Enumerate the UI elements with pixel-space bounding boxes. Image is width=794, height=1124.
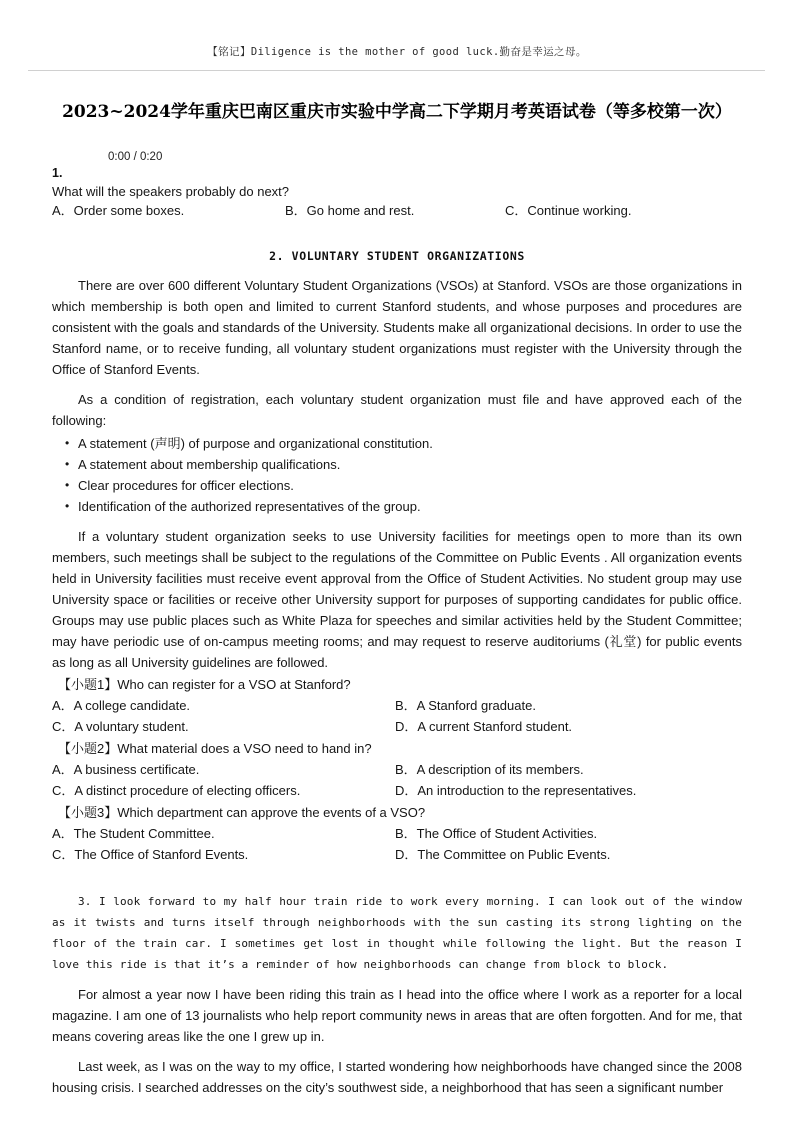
option-b[interactable]: B．Go home and rest. (285, 203, 415, 218)
subquestion-3-block (52, 802, 742, 865)
option-c[interactable]: C．A distinct procedure of electing officers. (52, 783, 301, 798)
list-item: • A statement (声明) of purpose and organizational constitution. (52, 433, 742, 454)
question-1-block (52, 150, 742, 221)
passage-paragraph-1: There are over 600 different Voluntary Student Organizations (VSOs) at Stanford. VSOs are those organizations in which membership is both open and limited to current Stanford students, and whose purposes and procedures are consistent with the goals and standards of the University. Students make all organizational decisions. In order to use the Stanford name, or to receive funding, all voluntary student organizations must register with the University through the Office of Stanford Events. (52, 278, 742, 377)
list-item: • A statement about membership qualifications. (52, 454, 742, 475)
option-a[interactable]: A．A college candidate. (52, 698, 191, 713)
page-title: 2023~2024学年重庆巴南区重庆市实验中学高二下学期月考英语试卷（等多校第一次） (62, 102, 732, 122)
subquestion-2-block (52, 738, 742, 801)
question-1-number: 1. (52, 166, 63, 180)
option-c[interactable]: C．A voluntary student. (52, 719, 189, 734)
question-3-paragraph-3: Last week, as I was on the way to my office, I started wondering how neighborhoods have changed since the 2008 housing crisis. I searched addresses on the city’s southwest side, a neighborhood that has seen a significant number (52, 1059, 742, 1095)
subquestion-2-options-row-2 (52, 780, 742, 801)
subquestion-2-options-row-1 (52, 759, 742, 780)
option-d[interactable]: D．A current Stanford student. (395, 719, 573, 734)
option-c[interactable]: C．Continue working. (505, 203, 632, 218)
header-divider (28, 70, 765, 71)
registration-requirements-list (52, 433, 742, 517)
option-c[interactable]: C．The Office of Stanford Events. (52, 847, 249, 862)
subquestion-1-block (52, 674, 742, 737)
list-item: • Clear procedures for officer elections. (52, 475, 742, 496)
running-header-motto: 【铭记】Diligence is the mother of good luck.勤奋是幸运之母。 (207, 46, 587, 58)
option-a[interactable]: A．A business certificate. (52, 762, 200, 777)
option-b[interactable]: B．A Stanford graduate. (395, 698, 536, 713)
question-1-stem: What will the speakers probably do next? (52, 184, 290, 199)
subquestion-1-options-row-1 (52, 695, 742, 716)
subquestion-2-label: 【小题2】What material does a VSO need to hand in? (58, 741, 372, 756)
audio-time-display: 0:00 / 0:20 (108, 151, 163, 163)
exam-content (52, 150, 742, 1098)
question-1-options (52, 201, 742, 221)
option-b[interactable]: B．The Office of Student Activities. (395, 826, 598, 841)
subquestion-1-options-row-2 (52, 716, 742, 737)
option-a[interactable]: A．Order some boxes. (52, 203, 185, 218)
option-d[interactable]: D．The Committee on Public Events. (395, 847, 611, 862)
list-item: • Identification of the authorized representatives of the group. (52, 496, 742, 517)
option-b[interactable]: B．A description of its members. (395, 762, 584, 777)
option-d[interactable]: D．An introduction to the representatives. (395, 783, 637, 798)
option-a[interactable]: A．The Student Committee. (52, 826, 215, 841)
question-3-paragraph-2: For almost a year now I have been riding this train as I head into the office where I work as a reporter for a local magazine. I am one of 13 journalists who help report community news in areas that are often forgotten. And for me, that means covering areas like the one I grew up in. (52, 987, 742, 1044)
passage-paragraph-3: If a voluntary student organization seeks to use University facilities for meetings open to more than its own members, such meetings shall be subject to the regulations of the Committee on Public Events . All organization events held in University facilities must receive event approval from the Office of Student Activities. No student group may use University space or facilities or receive other University support for purposes of supporting candidates for public office. Groups may use public places such as White Plaza for speeches and similar activities held by the Student Committee; may have periodic use of on-campus meeting rooms; and may request to reserve auditoriums (礼堂) for public events as long as all University guidelines are followed. (52, 529, 742, 670)
subquestion-3-label: 【小题3】Which department can approve the events of a VSO? (58, 805, 426, 820)
subquestion-3-options-row-1 (52, 823, 742, 844)
subquestion-1-label: 【小题1】Who can register for a VSO at Stanford? (58, 677, 351, 692)
question-3-block (52, 891, 742, 1098)
question-2-heading: 2. VOLUNTARY STUDENT ORGANIZATIONS (269, 249, 525, 263)
subquestion-3-options-row-2 (52, 844, 742, 865)
question-3-paragraph-1: 3. I look forward to my half hour train ride to work every morning. I can look out of the window as it twists and turns itself through neighborhoods with the sun casting its strong lighting on the floor of the train car. I sometimes get lost in thought while following the light. But the reason I love this ride is that it’s a reminder of how neighborhoods can change from block to block. (52, 895, 742, 971)
question-2-block (52, 249, 742, 865)
passage-paragraph-2: As a condition of registration, each voluntary student organization must file and have approved each of the following: (52, 392, 742, 428)
